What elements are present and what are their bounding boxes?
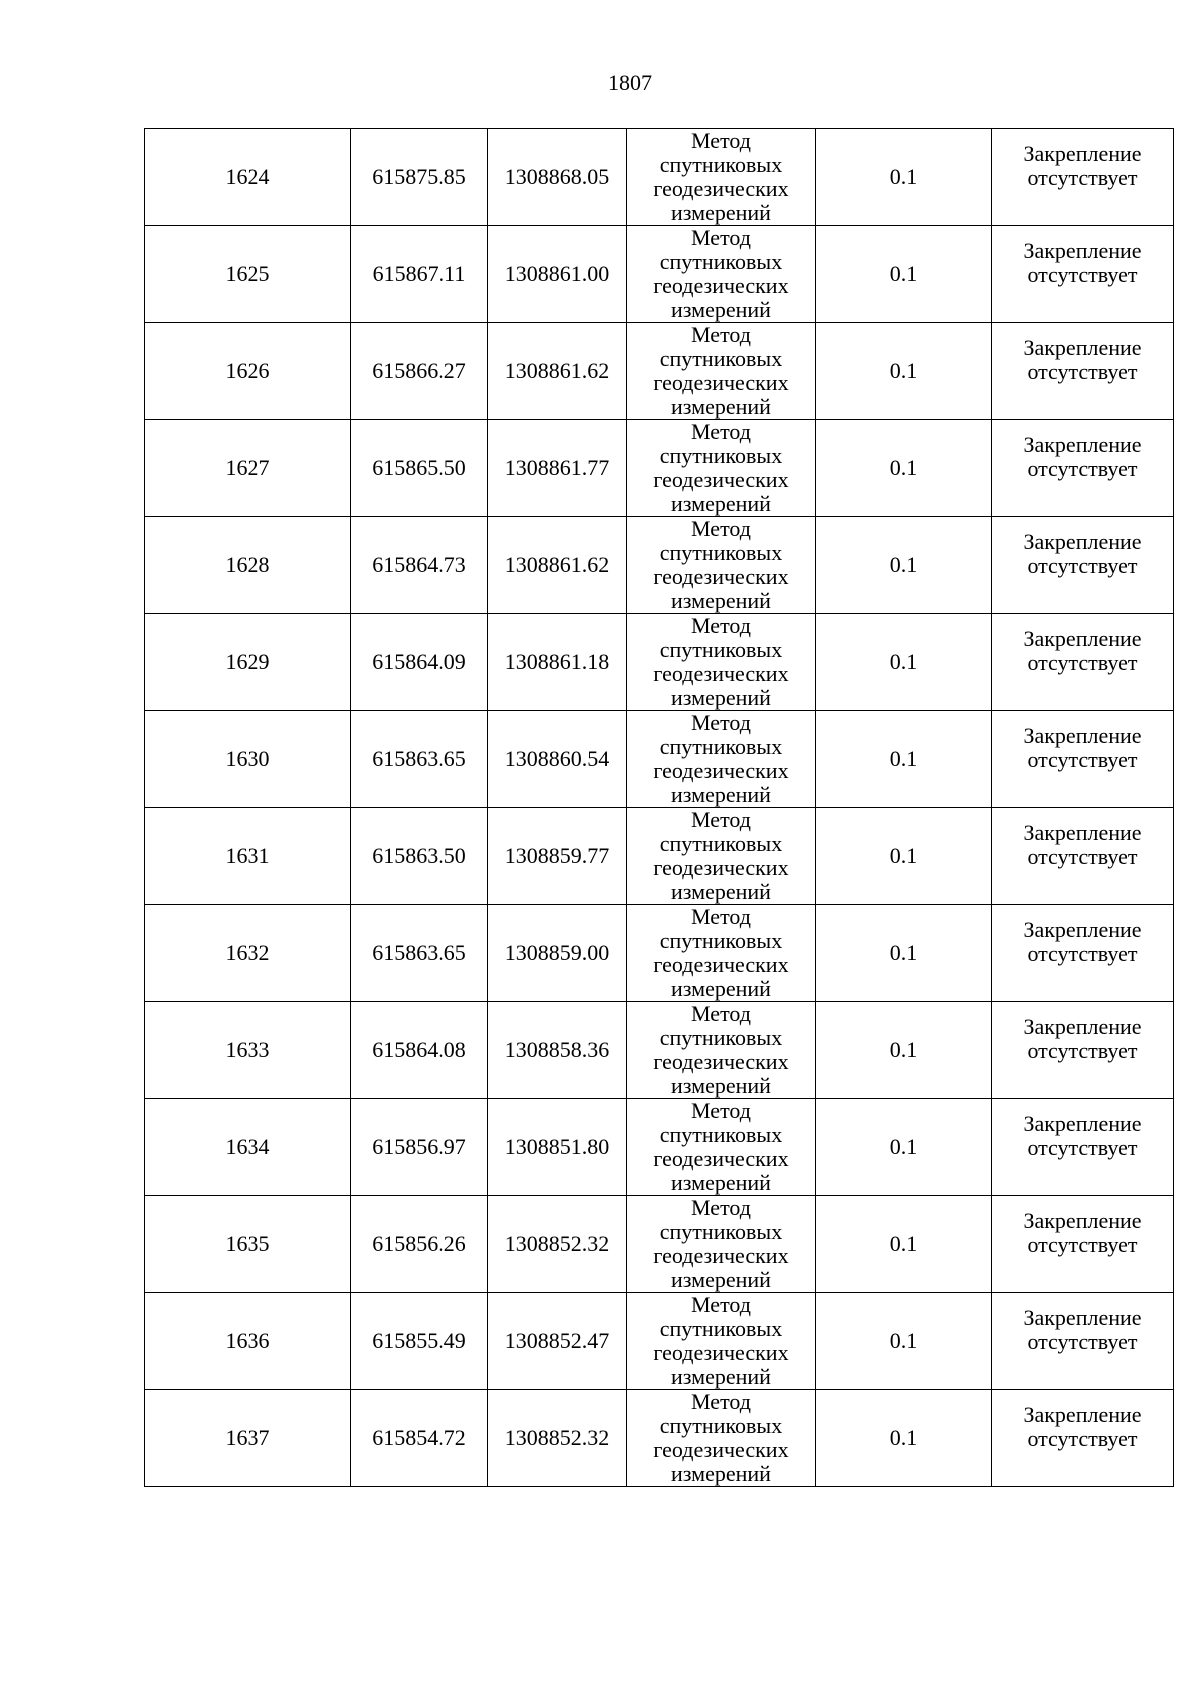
table-row (145, 129, 1174, 226)
y-coordinate-cell: 1308859.00 (488, 905, 627, 1002)
accuracy-cell: 0.1 (816, 1002, 992, 1099)
accuracy-cell: 0.1 (816, 1196, 992, 1293)
fixation-text: Закрепление отсутствует (1023, 238, 1142, 287)
fixation-cell (992, 226, 1174, 323)
x-coordinate-cell: 615875.85 (351, 129, 488, 226)
x-coordinate-cell: 615867.11 (351, 226, 488, 323)
table-row (145, 1390, 1174, 1487)
point-number-cell: 1635 (145, 1196, 351, 1293)
method-text: Метод спутниковых геодезических измерений (653, 516, 789, 613)
fixation-text: Закрепление отсутствует (1023, 141, 1142, 190)
method-text: Метод спутниковых геодезических измерений (653, 904, 789, 1001)
table-row (145, 1099, 1174, 1196)
point-number-cell: 1627 (145, 420, 351, 517)
method-cell (627, 711, 816, 808)
point-number-cell: 1632 (145, 905, 351, 1002)
point-number-cell: 1629 (145, 614, 351, 711)
point-number-cell: 1636 (145, 1293, 351, 1390)
fixation-text: Закрепление отсутствует (1023, 1402, 1142, 1451)
fixation-text: Закрепление отсутствует (1023, 917, 1142, 966)
fixation-cell (992, 905, 1174, 1002)
accuracy-cell: 0.1 (816, 808, 992, 905)
y-coordinate-cell: 1308861.62 (488, 323, 627, 420)
fixation-cell (992, 420, 1174, 517)
fixation-cell (992, 614, 1174, 711)
method-text: Метод спутниковых геодезических измерений (653, 1001, 789, 1098)
fixation-text: Закрепление отсутствует (1023, 626, 1142, 675)
fixation-text: Закрепление отсутствует (1023, 1208, 1142, 1257)
method-cell (627, 614, 816, 711)
method-text: Метод спутниковых геодезических измерений (653, 419, 789, 516)
table-row (145, 1196, 1174, 1293)
fixation-text: Закрепление отсутствует (1023, 1014, 1142, 1063)
fixation-cell (992, 808, 1174, 905)
accuracy-cell: 0.1 (816, 1293, 992, 1390)
point-number-cell: 1633 (145, 1002, 351, 1099)
fixation-text: Закрепление отсутствует (1023, 529, 1142, 578)
method-text: Метод спутниковых геодезических измерений (653, 710, 789, 807)
fixation-cell (992, 1196, 1174, 1293)
fixation-cell (992, 1099, 1174, 1196)
y-coordinate-cell: 1308868.05 (488, 129, 627, 226)
method-text: Метод спутниковых геодезических измерений (653, 128, 789, 225)
fixation-text: Закрепление отсутствует (1023, 820, 1142, 869)
accuracy-cell: 0.1 (816, 711, 992, 808)
method-cell (627, 129, 816, 226)
method-cell (627, 1293, 816, 1390)
fixation-cell (992, 1002, 1174, 1099)
accuracy-cell: 0.1 (816, 905, 992, 1002)
fixation-text: Закрепление отсутствует (1023, 1305, 1142, 1354)
y-coordinate-cell: 1308861.00 (488, 226, 627, 323)
method-text: Метод спутниковых геодезических измерений (653, 1195, 789, 1292)
y-coordinate-cell: 1308852.47 (488, 1293, 627, 1390)
method-text: Метод спутниковых геодезических измерений (653, 1389, 789, 1486)
table-row (145, 614, 1174, 711)
method-text: Метод спутниковых геодезических измерений (653, 613, 789, 710)
x-coordinate-cell: 615864.73 (351, 517, 488, 614)
table-row (145, 420, 1174, 517)
accuracy-cell: 0.1 (816, 323, 992, 420)
fixation-text: Закрепление отсутствует (1023, 432, 1142, 481)
method-text: Метод спутниковых геодезических измерений (653, 1098, 789, 1195)
x-coordinate-cell: 615856.97 (351, 1099, 488, 1196)
y-coordinate-cell: 1308861.18 (488, 614, 627, 711)
table-row (145, 808, 1174, 905)
coordinates-table (144, 128, 1174, 1487)
accuracy-cell: 0.1 (816, 420, 992, 517)
page-number: 1807 (608, 70, 652, 95)
y-coordinate-cell: 1308852.32 (488, 1390, 627, 1487)
y-coordinate-cell: 1308858.36 (488, 1002, 627, 1099)
method-cell (627, 1099, 816, 1196)
fixation-cell (992, 1390, 1174, 1487)
method-cell (627, 420, 816, 517)
x-coordinate-cell: 615863.65 (351, 905, 488, 1002)
fixation-text: Закрепление отсутствует (1023, 723, 1142, 772)
fixation-cell (992, 129, 1174, 226)
table-row (145, 517, 1174, 614)
x-coordinate-cell: 615863.65 (351, 711, 488, 808)
x-coordinate-cell: 615863.50 (351, 808, 488, 905)
table-row (145, 1293, 1174, 1390)
method-text: Метод спутниковых геодезических измерений (653, 1292, 789, 1389)
method-cell (627, 517, 816, 614)
point-number-cell: 1626 (145, 323, 351, 420)
point-number-cell: 1630 (145, 711, 351, 808)
method-text: Метод спутниковых геодезических измерений (653, 225, 789, 322)
method-cell (627, 323, 816, 420)
point-number-cell: 1628 (145, 517, 351, 614)
method-cell (627, 1002, 816, 1099)
table-row (145, 226, 1174, 323)
table-row (145, 711, 1174, 808)
fixation-cell (992, 517, 1174, 614)
table-row (145, 905, 1174, 1002)
method-cell (627, 808, 816, 905)
table-body (145, 129, 1174, 1487)
x-coordinate-cell: 615865.50 (351, 420, 488, 517)
fixation-cell (992, 323, 1174, 420)
fixation-text: Закрепление отсутствует (1023, 1111, 1142, 1160)
accuracy-cell: 0.1 (816, 129, 992, 226)
x-coordinate-cell: 615855.49 (351, 1293, 488, 1390)
fixation-cell (992, 1293, 1174, 1390)
method-cell (627, 1390, 816, 1487)
accuracy-cell: 0.1 (816, 1390, 992, 1487)
y-coordinate-cell: 1308861.62 (488, 517, 627, 614)
x-coordinate-cell: 615856.26 (351, 1196, 488, 1293)
y-coordinate-cell: 1308852.32 (488, 1196, 627, 1293)
method-cell (627, 226, 816, 323)
y-coordinate-cell: 1308860.54 (488, 711, 627, 808)
method-text: Метод спутниковых геодезических измерений (653, 807, 789, 904)
y-coordinate-cell: 1308851.80 (488, 1099, 627, 1196)
table-row (145, 323, 1174, 420)
x-coordinate-cell: 615866.27 (351, 323, 488, 420)
method-text: Метод спутниковых геодезических измерений (653, 322, 789, 419)
method-cell (627, 1196, 816, 1293)
x-coordinate-cell: 615854.72 (351, 1390, 488, 1487)
accuracy-cell: 0.1 (816, 226, 992, 323)
accuracy-cell: 0.1 (816, 517, 992, 614)
point-number-cell: 1624 (145, 129, 351, 226)
point-number-cell: 1637 (145, 1390, 351, 1487)
table-row (145, 1002, 1174, 1099)
y-coordinate-cell: 1308861.77 (488, 420, 627, 517)
point-number-cell: 1634 (145, 1099, 351, 1196)
accuracy-cell: 0.1 (816, 614, 992, 711)
fixation-text: Закрепление отсутствует (1023, 335, 1142, 384)
x-coordinate-cell: 615864.09 (351, 614, 488, 711)
point-number-cell: 1625 (145, 226, 351, 323)
fixation-cell (992, 711, 1174, 808)
accuracy-cell: 0.1 (816, 1099, 992, 1196)
y-coordinate-cell: 1308859.77 (488, 808, 627, 905)
point-number-cell: 1631 (145, 808, 351, 905)
method-cell (627, 905, 816, 1002)
x-coordinate-cell: 615864.08 (351, 1002, 488, 1099)
